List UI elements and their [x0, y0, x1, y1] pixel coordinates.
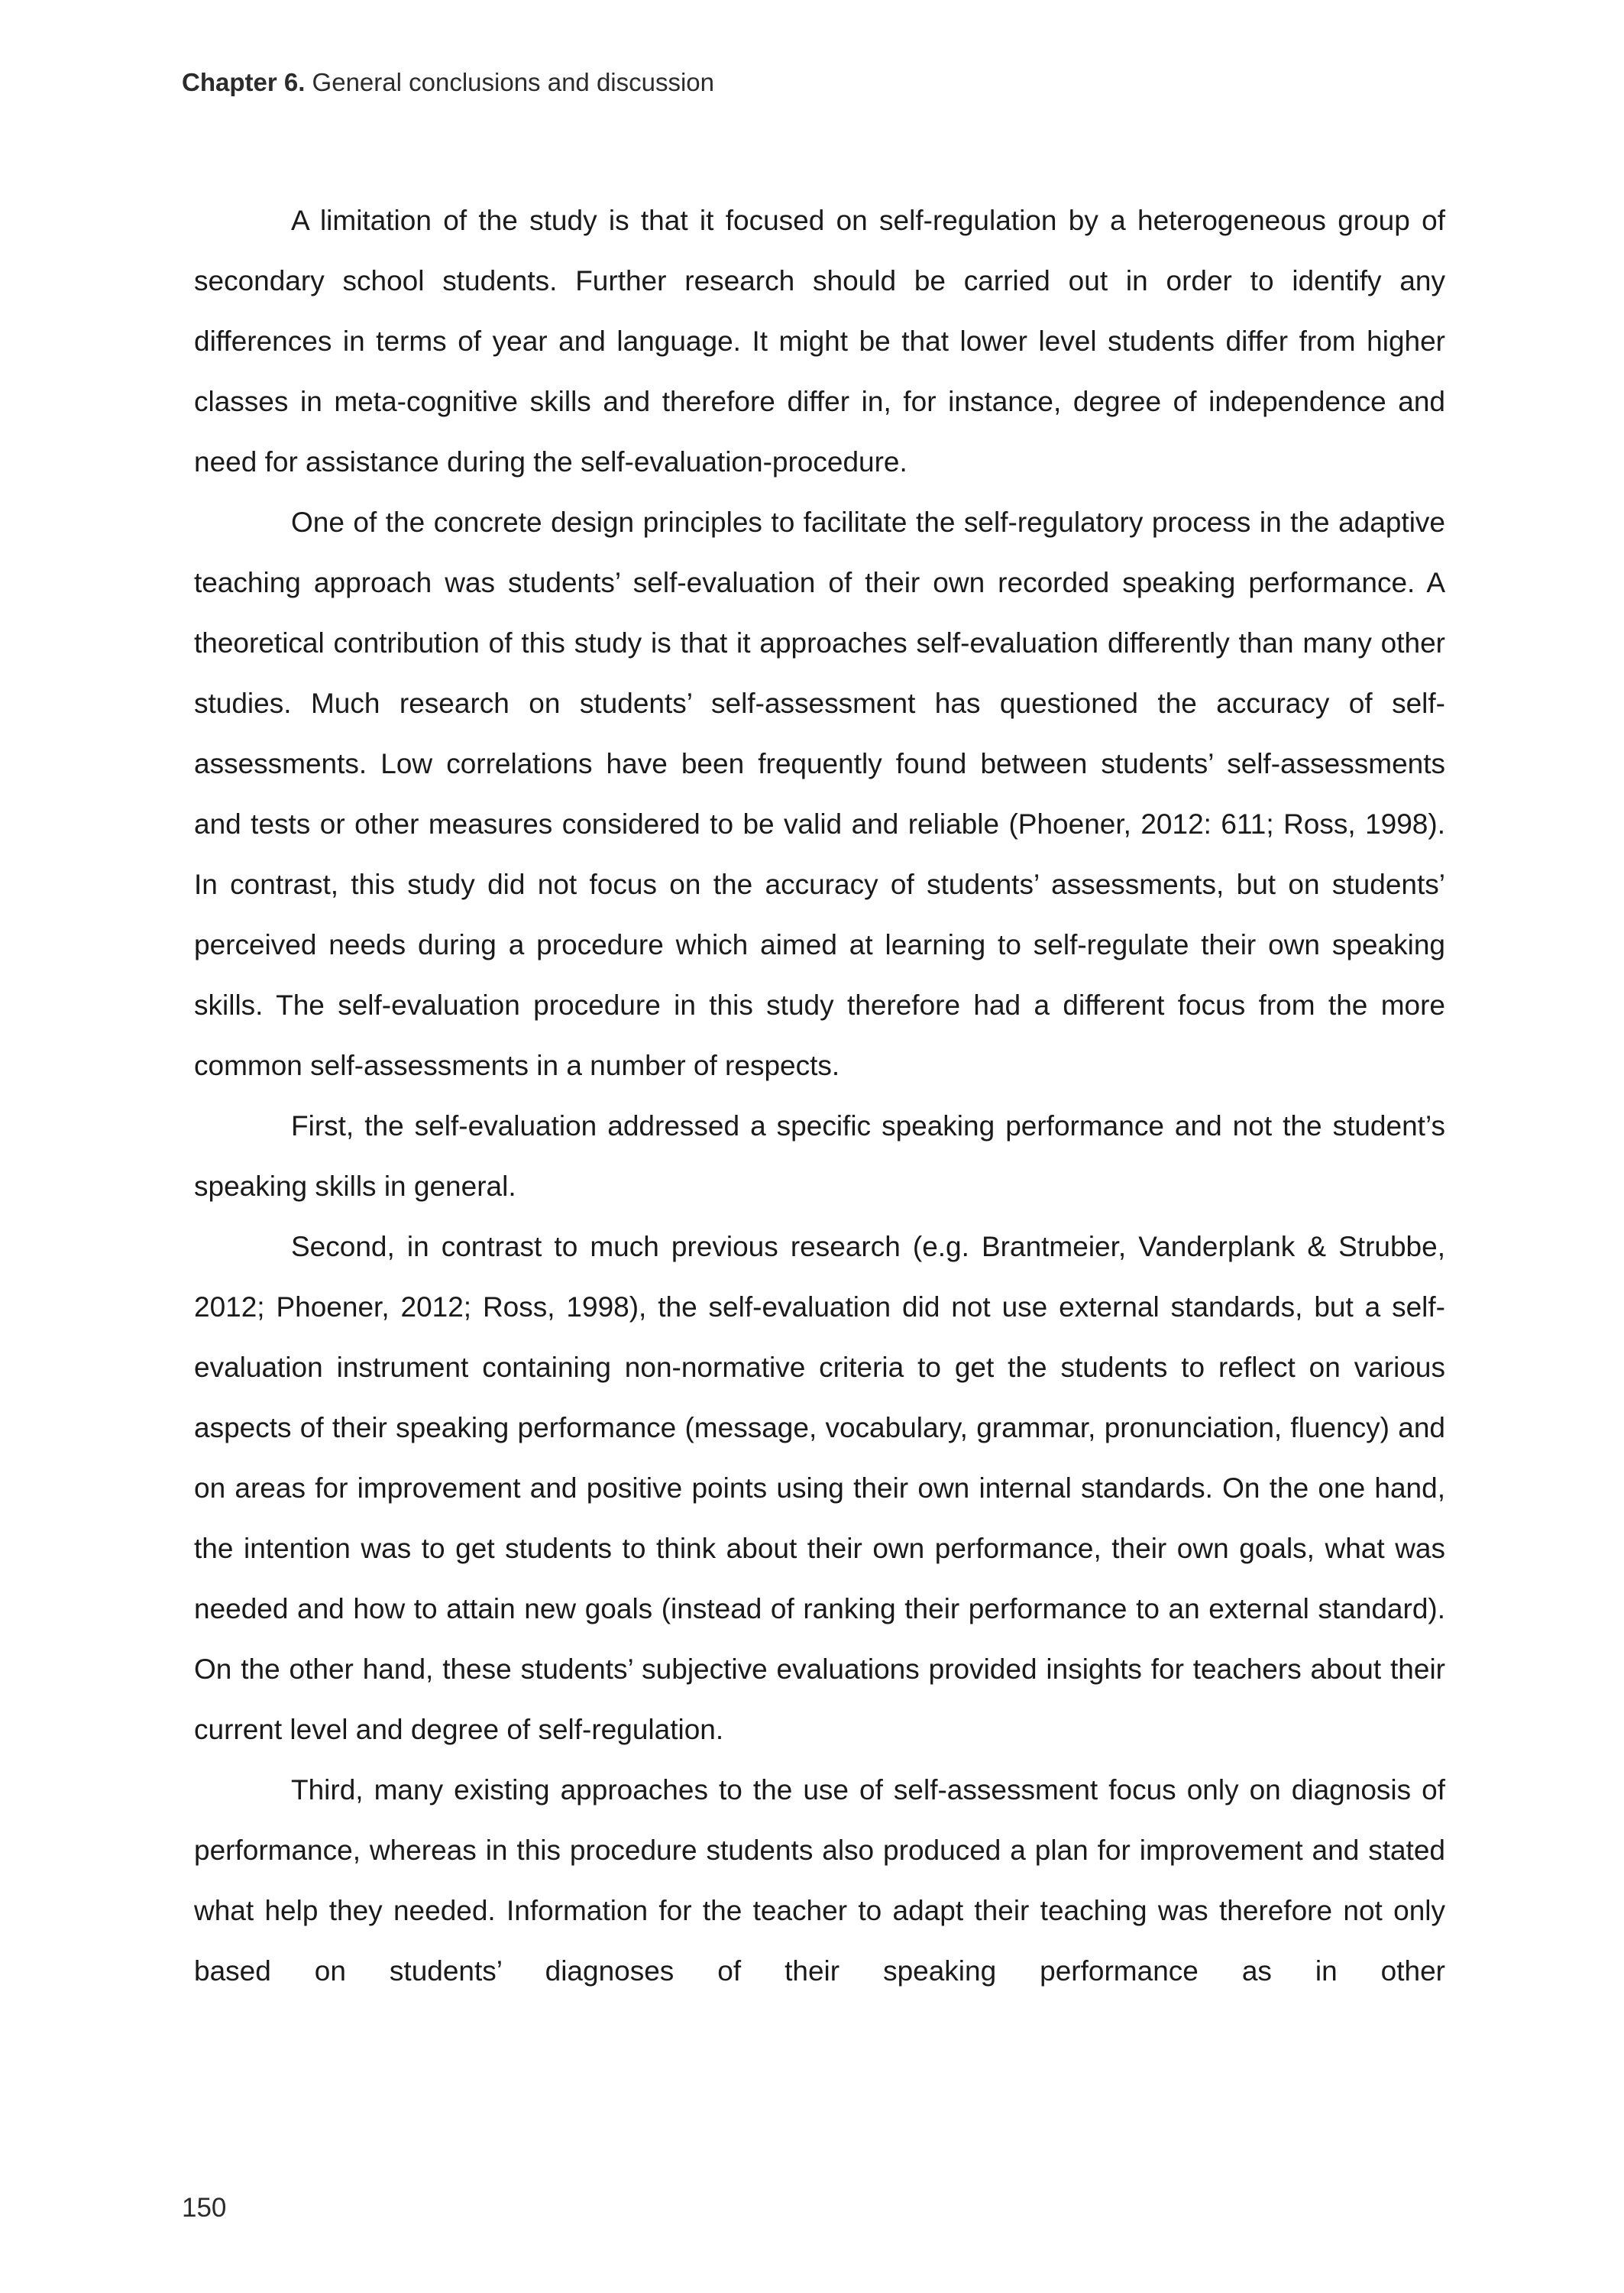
page-number: 150	[182, 2193, 227, 2223]
paragraph-design-principles: One of the concrete design principles to facilitate the self-regulatory process in the adaptive teaching approach was students’ self-evaluation of their own recorded speaking performance. A theoretical contribution of this study is that it approaches self-evaluation differently than many other studies. Much research on students’ self-assessment has questioned the accuracy of self-assessments. Low correlations have been frequently found between students’ self-assessments and tests or other measures considered to be valid and reliable (Phoener, 2012: 611; Ross, 1998). In contrast, this study did not focus on the accuracy of students’ assessments, but on students’ perceived needs during a procedure which aimed at learning to self-regulate their own speaking skills. The self-evaluation procedure in this study therefore had a different focus from the more common self-assessments in a number of respects.	[194, 507, 1445, 1081]
chapter-label: Chapter 6.	[182, 68, 306, 96]
chapter-title: General conclusions and discussion	[312, 68, 715, 96]
running-header	[182, 67, 714, 98]
body-text	[194, 190, 1445, 2001]
paragraph-first: First, the self-evaluation addressed a specific speaking performance and not the student’s speaking skills in general.	[194, 1110, 1445, 1202]
paragraph-second: Second, in contrast to much previous research (e.g. Brantmeier, Vanderplank & Strubbe, 2012; Phoener, 2012; Ross, 1998), the self-evaluation did not use external standards, but a self-evaluation instrument containing non-normative criteria to get the students to reflect on various aspects of their speaking performance (message, vocabulary, grammar, pronunciation, fluency) and on areas for improvement and positive points using their own internal standards. On the one hand, the intention was to get students to think about their own performance, their own goals, what was needed and how to attain new goals (instead of ranking their performance to an external standard). On the other hand, these students’ subjective evaluations provided insights for teachers about their current level and degree of self-regulation.	[194, 1231, 1445, 1745]
paragraph-limitation: A limitation of the study is that it focused on self-regulation by a heterogeneous group of secondary school students. Further research should be carried out in order to identify any differences in terms of year and language. It might be that lower level students differ from higher classes in meta-cognitive skills and therefore differ in, for instance, degree of independence and need for assistance during the self-evaluation-procedure.	[194, 205, 1445, 478]
paragraph-third: Third, many existing approaches to the use of self-assessment focus only on diagnosis of performance, whereas in this procedure students also produced a plan for improvement and stated what help they needed. Information for the teacher to adapt their teaching was therefore not only based on students’ diagnoses of their speaking performance as in other	[194, 1774, 1445, 1987]
